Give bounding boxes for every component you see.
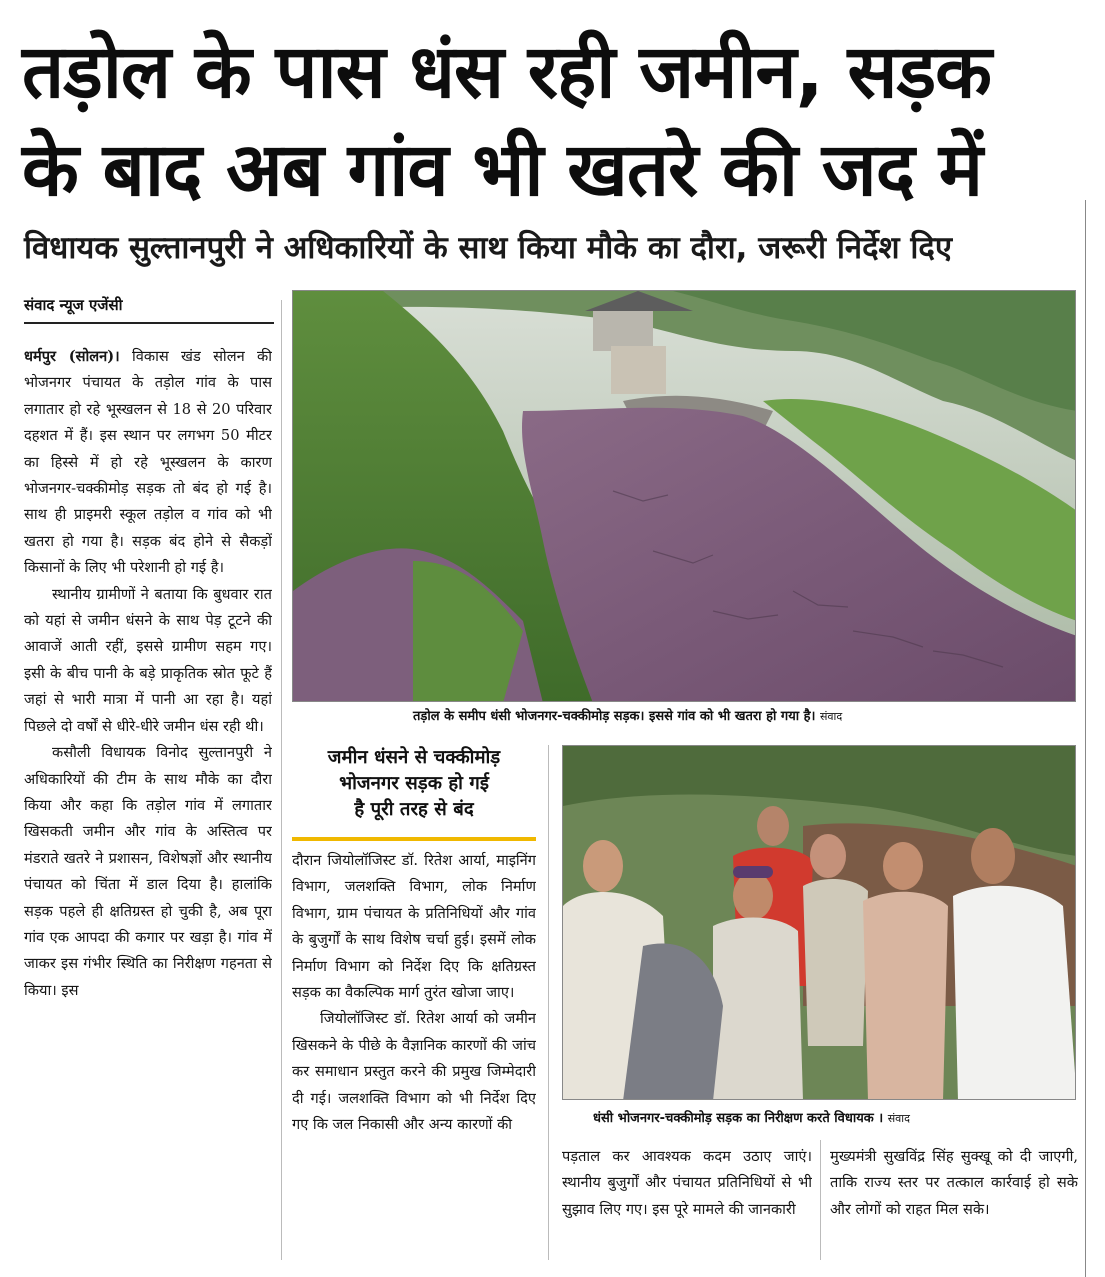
column-divider xyxy=(281,300,282,1260)
inspection-photo-image xyxy=(563,746,1076,1100)
pull-quote-line: है पूरी तरह से बंद xyxy=(354,799,474,820)
byline: संवाद न्यूज एजेंसी xyxy=(24,294,274,324)
photo-credit: संवाद xyxy=(887,1112,910,1125)
landslide-photo-image xyxy=(293,291,1076,702)
inspection-photo-caption xyxy=(593,1110,910,1128)
article-paragraph: जियोलॉजिस्ट डॉ. रितेश आर्या को जमीन खिसकने के पीछे के वैज्ञानिक कारणों की जांच कर समाधान प्रस्तुत करने की प्रमुख जिम्मेदारी दी गई। जलशक्ति विभाग को भी निर्देश दिए गए कि जल निकासी और अन्य कारणों की xyxy=(292,1010,536,1134)
pull-quote-line: जमीन धंसने से चक्कीमोड़ xyxy=(327,747,501,768)
article-paragraph: दौरान जियोलॉजिस्ट डॉ. रितेश आर्या, माइनिंग विभाग, जलशक्ति विभाग, लोक निर्माण विभाग, ग्राम पंचायत के प्रतिनिधियों और गांव के बुजुर्गों के साथ विशेष चर्चा हुई। इसमें लोक निर्माण विभाग को निर्देश दिए कि क्षतिग्रस्त सड़क का वैकल्पिक मार्ग तुरंत खोजा जाए। xyxy=(292,852,536,1002)
pull-quote xyxy=(292,745,536,823)
inspection-photo xyxy=(562,745,1076,1100)
dateline: धर्मपुर (सोलन)। xyxy=(24,348,120,365)
caption-text: धंसी भोजनगर-चक्कीमोड़ सड़क का निरीक्षण करते विधायक । xyxy=(593,1111,884,1126)
article-paragraph: पड़ताल कर आवश्यक कदम उठाए जाएं। स्थानीय बुजुर्गों और पंचायत प्रतिनिधियों से भी सुझाव लिए गए। इस पूरे मामले की जानकारी xyxy=(562,1148,812,1218)
column-divider xyxy=(548,745,549,1260)
article-paragraph: मुख्यमंत्री सुखविंद्र सिंह सुक्खू को दी जाएगी, ताकि राज्य स्तर पर तत्काल कार्रवाई हो सके और लोगों को राहत मिल सके। xyxy=(830,1148,1078,1218)
pull-quote-underline xyxy=(292,837,536,841)
article-column-2 xyxy=(292,848,536,1254)
article-paragraph: कसौली विधायक विनोद सुल्तानपुरी ने अधिकारियों की टीम के साथ मौके का दौरा किया और कहा कि तड़ोल गांव में लगातार खिसकती जमीन और गांव के अस्तित्व पर मंडराते खतरे ने प्रशासन, विशेषज्ञों और स्थानीय पंचायत को चिंता में डाल दिया है। हालांकि सड़क पहले ही क्षतिग्रस्त हो चुकी है, अब पूरा गांव एक आपदा की कगार पर खड़ा है। गांव में जाकर इस गंभीर स्थिति का निरीक्षण गहनता से किया। इस xyxy=(24,744,272,999)
landslide-photo xyxy=(292,290,1076,702)
column-divider xyxy=(820,1140,821,1260)
paragraph-text: विकास खंड सोलन की भोजनगर पंचायत के तड़ोल गांव के पास लगातार हो रहे भूस्खलन से 18 से 20 परिवार दहशत में हैं। इस स्थान पर लगभग 50 मीटर का हिस्से में हो रहे भूस्खलन के कारण भोजनगर-चक्कीमोड़ सड़क तो बंद हो गई है। साथ ही प्राइमरी स्कूल तड़ोल व गांव को भी खतरा हो गया है। सड़क बंद होने से सैकड़ों किसानों के लिए भी परेशानी हो गई है। xyxy=(24,348,272,577)
article-column-3 xyxy=(562,1144,812,1254)
article-paragraph: स्थानीय ग्रामीणों ने बताया कि बुधवार रात को यहां से जमीन धंसने के साथ पेड़ टूटने की आवाजें आती रहीं, इससे ग्रामीण सहम गए। इसी के बीच पानी के बड़े प्राकृतिक स्रोत फूटे हैं जहां से भारी मात्रा में पानी आ रहा है। यहां पिछले दो वर्षों से धीरे-धीरे जमीन धंस रही थी। xyxy=(24,585,272,735)
subheadline: विधायक सुल्तानपुरी ने अधिकारियों के साथ किया मौके का दौरा, जरूरी निर्देश दिए xyxy=(24,230,953,266)
landslide-photo-caption xyxy=(413,708,842,726)
headline-line-2: के बाद अब गांव भी खतरे की जद में xyxy=(22,127,983,213)
article-column-1 xyxy=(24,344,272,1254)
photo-credit: संवाद xyxy=(820,710,843,723)
headline-line-1: तड़ोल के पास धंस रही जमीन, सड़क xyxy=(22,29,991,115)
column-divider xyxy=(1085,200,1086,1277)
caption-text: तड़ोल के समीप धंसी भोजनगर-चक्कीमोड़ सड़क। इससे गांव को भी खतरा हो गया है। xyxy=(413,709,816,724)
pull-quote-line: भोजनगर सड़क हो गई xyxy=(339,773,489,794)
article-paragraph xyxy=(24,344,272,582)
article-column-4 xyxy=(830,1144,1078,1254)
